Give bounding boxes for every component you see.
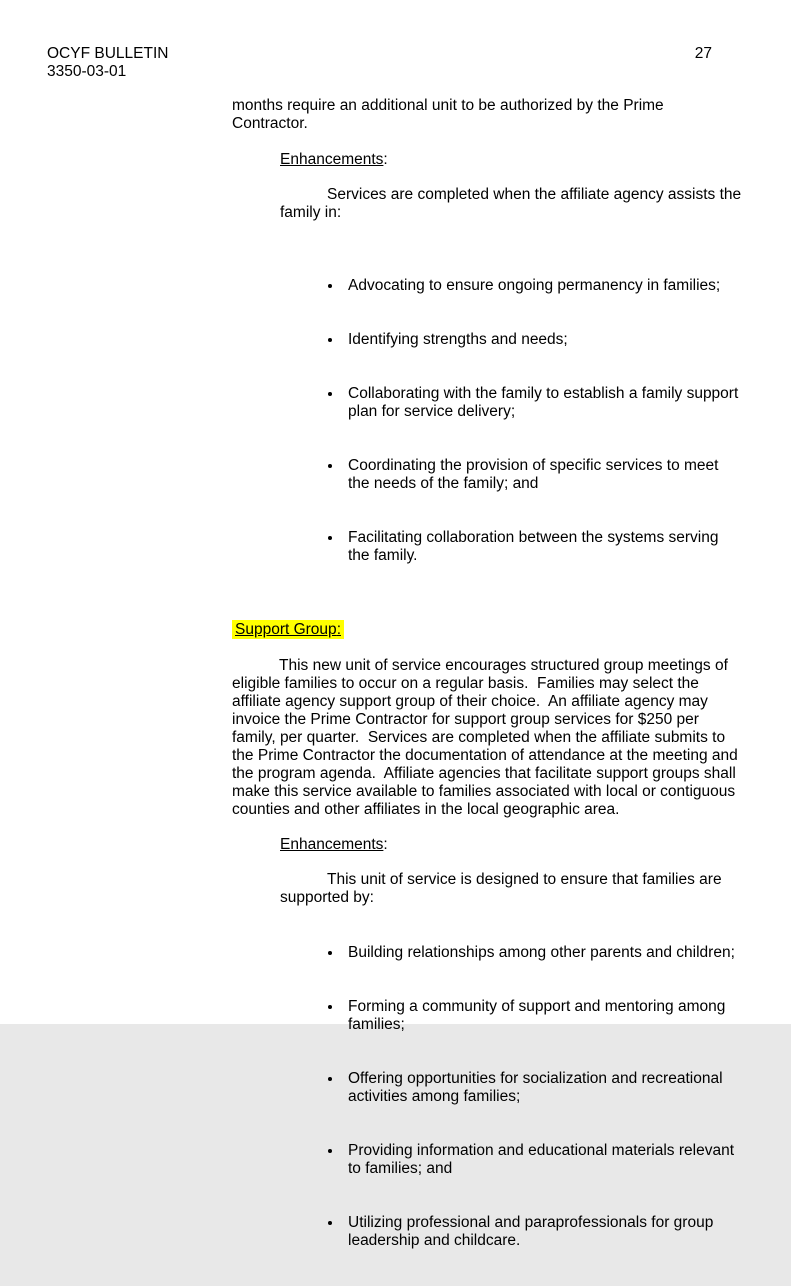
heading-colon: :	[383, 836, 388, 853]
heading-colon: :	[383, 151, 388, 168]
bullet-icon	[328, 1221, 332, 1225]
bullet-icon	[328, 536, 332, 540]
list-item	[327, 944, 744, 962]
enhancements1-lead: Services are completed when the affiliate agency assists the family in:	[280, 186, 742, 221]
bullet-text: Advocating to ensure ongoing permanency in families;	[348, 277, 721, 294]
bullet-icon	[328, 464, 332, 468]
bullet-icon	[328, 1149, 332, 1153]
list-item	[327, 1070, 744, 1106]
enhancements2-bullet-list	[327, 908, 744, 1286]
heading-colon: :	[336, 621, 341, 638]
heading-text: Support Group	[235, 621, 337, 638]
list-item	[327, 457, 744, 493]
page-number: 27	[694, 45, 712, 62]
enhancements2-lead: This unit of service is designed to ensure that families are supported by:	[280, 871, 722, 906]
list-item	[327, 385, 744, 421]
bullet-text: Facilitating collaboration between the systems serving the family.	[348, 529, 719, 564]
support-group-heading	[232, 621, 744, 639]
bullet-text: Identifying strengths and needs;	[348, 331, 568, 348]
bullet-text: Utilizing professional and paraprofessionals for group leadership and childcare.	[348, 1214, 714, 1249]
bullet-icon	[328, 1077, 332, 1081]
enhancements-heading-2	[280, 836, 744, 854]
heading-text: Enhancements	[280, 151, 384, 168]
list-item	[327, 331, 744, 349]
list-item	[327, 277, 744, 295]
intro-paragraph: months require an additional unit to be authorized by the Prime Contractor.	[232, 97, 664, 132]
heading-text: Enhancements	[280, 836, 384, 853]
bullet-icon	[328, 392, 332, 396]
bullet-text: Collaborating with the family to establish a family support plan for service delivery;	[348, 385, 739, 420]
bullet-icon	[328, 284, 332, 288]
support-group-paragraph: This new unit of service encourages structured group meetings of eligible families to occur on a regular basis. Families may select the affiliate agency support group of their choice. An affiliate agency may invoice the Prime Contractor for support group services for $250 per family, per quarter. Services are completed when the affiliate submits to the Prime Contractor the documentation of attendance at the meeting and the program agenda. Affiliate agencies that facilitate support groups shall make this service available to families associated with local or contiguous counties and other affiliates in the local geographic area.	[232, 657, 738, 818]
bullet-icon	[328, 1005, 332, 1009]
bullet-icon	[328, 951, 332, 955]
bullet-text: Forming a community of support and mentoring among families;	[348, 998, 726, 1033]
list-item	[327, 1142, 744, 1178]
bulletin-title: OCYF BULLETIN	[47, 45, 169, 62]
bullet-text: Coordinating the provision of specific services to meet the needs of the family; and	[348, 457, 719, 492]
list-item	[327, 529, 744, 565]
document-body	[232, 97, 744, 1286]
bulletin-number: 3350-03-01	[47, 63, 127, 80]
enhancements-heading-1	[280, 151, 744, 169]
bullet-text: Building relationships among other parents and children;	[348, 944, 735, 961]
list-item	[327, 1214, 744, 1250]
bullet-text: Providing information and educational materials relevant to families; and	[348, 1142, 734, 1177]
bullet-text: Offering opportunities for socialization and recreational activities among families;	[348, 1070, 723, 1105]
list-item	[327, 998, 744, 1034]
support-group-highlight	[232, 620, 344, 639]
bullet-icon	[328, 338, 332, 342]
page-header	[47, 45, 168, 81]
enhancements1-bullet-list	[327, 241, 744, 601]
